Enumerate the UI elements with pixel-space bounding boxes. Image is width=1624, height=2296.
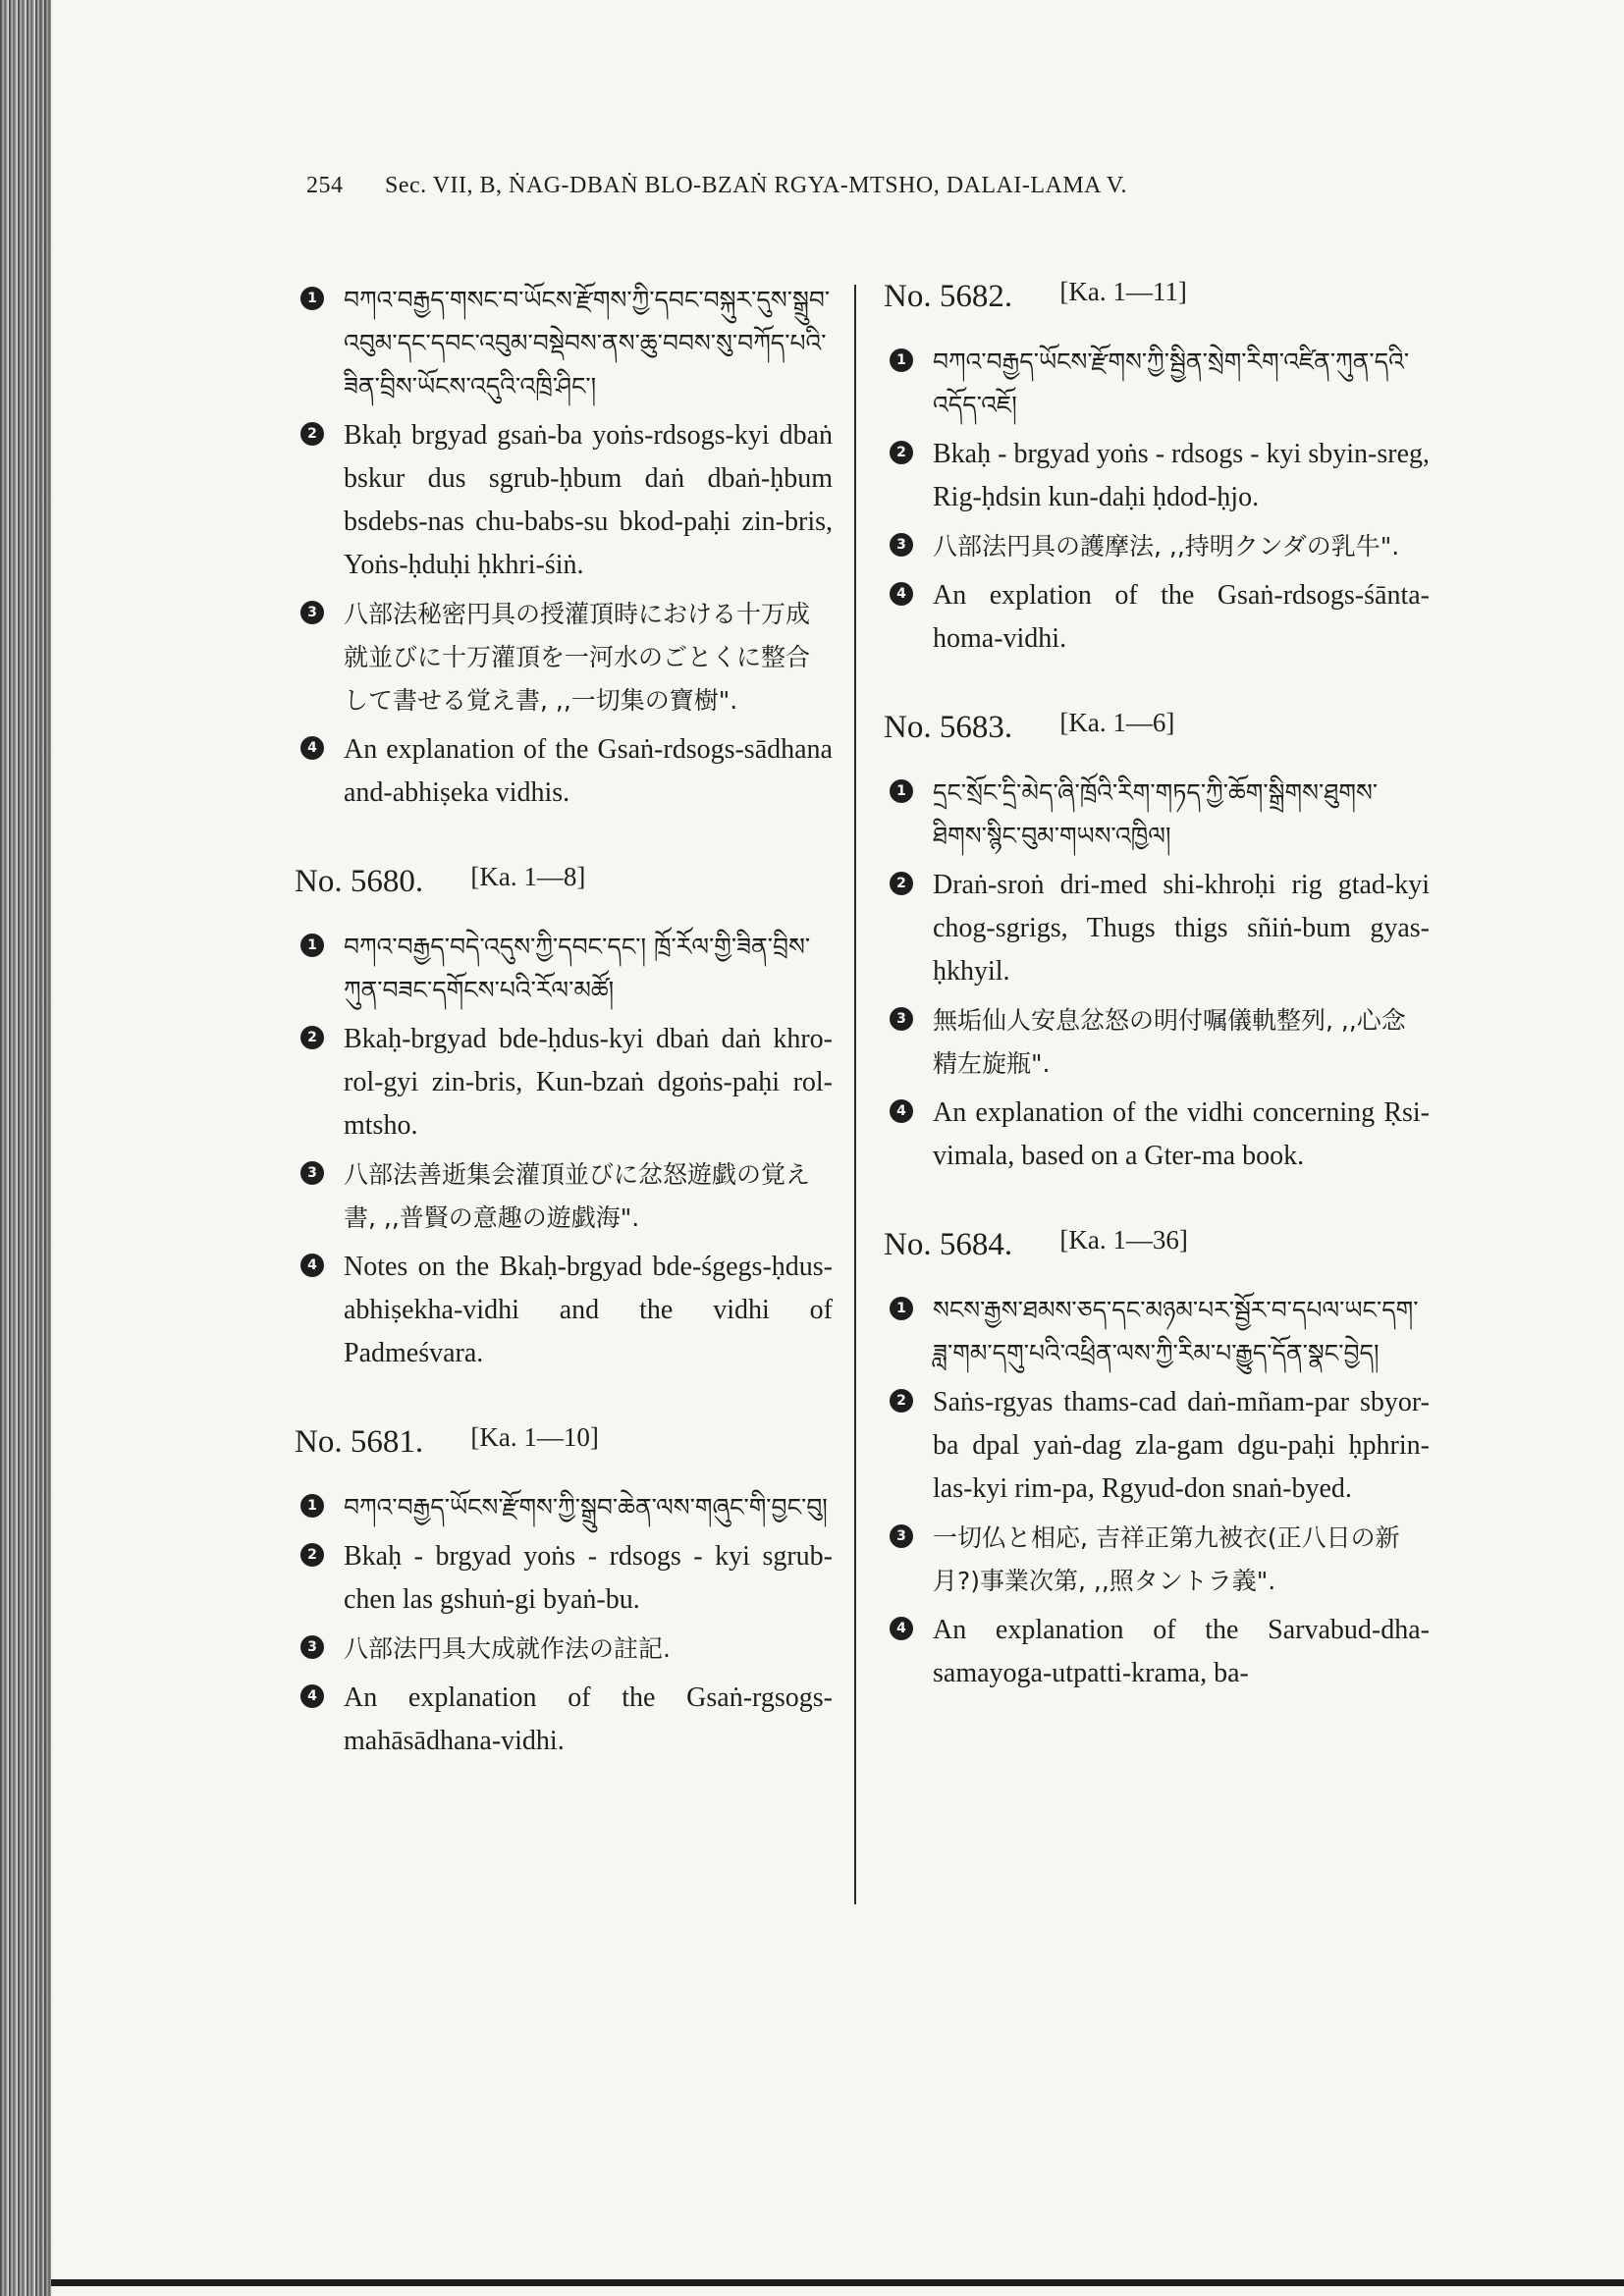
entry-heading — [295, 1424, 833, 1461]
running-head-title: Sec. VII, B, ṄAG-DBAṄ BLO-BZAṄ RGYA-MTSHO, DALAI-LAMA V. — [385, 173, 1127, 198]
marker-3-icon: 3 — [890, 533, 913, 557]
english-description: 4 An explanation of the Sarvabud-dha-samayoga-utpatti-krama, ba- — [884, 1609, 1430, 1695]
marker-1-icon: 1 — [890, 779, 913, 803]
english-description: 4 An explanation of the Gsaṅ-rdsogs-sādhana and-abhiṣeka vidhis. — [295, 728, 833, 815]
marker-3-icon: 3 — [300, 1635, 324, 1659]
marker-1-icon: 1 — [300, 934, 324, 957]
entry-ref: [Ka. 1—36] — [1059, 1225, 1188, 1255]
entry-ref: [Ka. 1—10] — [470, 1422, 599, 1452]
romanized-title: 2 Bkaḥ - brgyad yoṅs - rdsogs - kyi sgrub-chen las gshuṅ-gi byaṅ-bu. — [295, 1535, 833, 1622]
book-binding-edge — [0, 0, 51, 2296]
romanized-title: 2 Draṅ-sroṅ dri-med shi-khroḥi rig gtad-kyi chog-sgrigs, Thugs thigs sñiṅ-bum gyas-ḥkhyil. — [884, 864, 1430, 993]
marker-2-icon: 2 — [300, 1543, 324, 1567]
entry-number: No. 5684. — [884, 1227, 1013, 1262]
english-description: 4 An explanation of the Gsaṅ-rgsogs-mahāsādhana-vidhi. — [295, 1677, 833, 1763]
entry-heading — [295, 864, 833, 900]
romanized-title: 2 Saṅs-rgyas thams-cad daṅ-mñam-par sbyor-ba dpal yaṅ-dag zla-gam dgu-paḥi ḥphrin-las-kyi rim-pa, Rgyud-don snaṅ-byed. — [884, 1381, 1430, 1511]
entry-heading — [884, 279, 1430, 315]
japanese-title: 3 八部法円具の護摩法, ,,持明クンダの乳牛". — [884, 525, 1430, 568]
marker-2-icon: 2 — [890, 441, 913, 464]
marker-4-icon: 4 — [300, 1254, 324, 1277]
english-description: 4 An explation of the Gsaṅ-rdsogs-śānta-homa-vidhi. — [884, 574, 1430, 661]
catalog-entry — [295, 864, 833, 1375]
english-description: 4 Notes on the Bkaḥ-brgyad bde-śgegs-ḥdus-abhiṣekha-vidhi and the vidhi of Padmeśvara. — [295, 1246, 833, 1375]
tibetan-title: 1 བཀའ་བརྒྱད་གསང་བ་ཡོངས་རྫོགས་ཀྱི་དབང་བསྐུར་དུས་སྒྲུབ་འབུམ་དང་དབང་འབུམ་བསྡེབས་ནས་ཆུ་བབས་སུ་བཀོད་པའི་ཟིན་བྲིས་ཡོངས་འདུའི་འཁྲི་ཤིང་། — [295, 279, 833, 408]
marker-1-icon: 1 — [890, 1297, 913, 1320]
tibetan-title: 1 བཀའ་བརྒྱད་ཡོངས་རྫོགས་ཀྱི་སྦྱིན་སྲེག་རིག་འཛིན་ཀུན་དའི་འདོད་འཇོ། — [884, 341, 1430, 427]
entry-number: No. 5682. — [884, 279, 1013, 314]
running-head — [306, 173, 1337, 199]
japanese-title: 3 無垢仙人安息忿怒の明付嘱儀軌整列, ,,心念精左旋瓶". — [884, 999, 1430, 1086]
marker-4-icon: 4 — [300, 1684, 324, 1708]
marker-3-icon: 3 — [890, 1524, 913, 1548]
marker-2-icon: 2 — [890, 872, 913, 895]
entry-heading — [884, 710, 1430, 746]
catalog-entry — [884, 710, 1430, 1178]
entry-number: No. 5681. — [295, 1424, 424, 1460]
catalog-entry — [884, 1227, 1430, 1695]
marker-4-icon: 4 — [890, 582, 913, 606]
catalog-entry — [295, 1424, 833, 1763]
marker-1-icon: 1 — [890, 348, 913, 372]
english-description: 4 An explanation of the vidhi concerning Ṛsi-vimala, based on a Gter-ma book. — [884, 1092, 1430, 1178]
romanized-title: 2 Bkaḥ - brgyad yoṅs - rdsogs - kyi sbyin-sreg, Rig-ḥdsin kun-daḥi ḥdod-ḥjo. — [884, 433, 1430, 519]
marker-4-icon: 4 — [300, 736, 324, 760]
marker-2-icon: 2 — [890, 1389, 913, 1413]
marker-4-icon: 4 — [890, 1617, 913, 1640]
marker-3-icon: 3 — [300, 1161, 324, 1185]
catalog-entry-continued — [295, 279, 833, 815]
marker-1-icon: 1 — [300, 287, 324, 310]
tibetan-title: 1 བཀའ་བརྒྱད་ཡོངས་རྫོགས་ཀྱི་སྒྲུབ་ཆེན་ལས་གཞུང་གི་བྱང་བུ། — [295, 1486, 833, 1529]
marker-2-icon: 2 — [300, 1026, 324, 1049]
page-bottom-edge — [51, 2279, 1624, 2286]
right-column — [884, 279, 1430, 1701]
entry-number: No. 5680. — [295, 864, 424, 899]
marker-1-icon: 1 — [300, 1494, 324, 1518]
romanized-title: 2 Bkaḥ brgyad gsaṅ-ba yoṅs-rdsogs-kyi dbaṅ bskur dus sgrub-ḥbum daṅ dbaṅ-ḥbum bsdebs-nas chu-babs-su bkod-paḥi zin-bris, Yoṅs-ḥduḥi ḥkhri-śiṅ. — [295, 414, 833, 587]
entry-ref: [Ka. 1—11] — [1059, 277, 1187, 306]
tibetan-title: 1 སངས་རྒྱས་ཐམས་ཅད་དང་མཉམ་པར་སྦྱོར་བ་དཔལ་ཡང་དག་ཟླ་གམ་དགུ་པའི་འཕྲིན་ལས་ཀྱི་རིམ་པ་རྒྱུད་དོན་སྣང་བྱེད། — [884, 1289, 1430, 1375]
column-divider — [854, 285, 856, 1904]
entry-ref: [Ka. 1—6] — [1059, 708, 1175, 737]
japanese-title: 3 八部法善逝集会灌頂並びに忿怒遊戯の覚え書, ,,普賢の意趣の遊戯海". — [295, 1153, 833, 1240]
entry-number: No. 5683. — [884, 710, 1013, 745]
japanese-title: 3 八部法円具大成就作法の註記. — [295, 1628, 833, 1671]
marker-2-icon: 2 — [300, 422, 324, 446]
japanese-title: 3 八部法秘密円具の授灌頂時における十万成就並びに十万灌頂を一河水のごとくに整合して書せる覚え書, ,,一切集の寶樹". — [295, 593, 833, 722]
romanized-title: 2 Bkaḥ-brgyad bde-ḥdus-kyi dbaṅ daṅ khro-rol-gyi zin-bris, Kun-bzaṅ dgoṅs-paḥi rol-mtsho. — [295, 1018, 833, 1148]
tibetan-title: 1 དྲང་སྲོང་དྲི་མེད་ཞི་ཁྲོའི་རིག་གཏད་ཀྱི་ཆོག་སྒྲིགས་ཐུགས་ཐིགས་སྙིང་བུམ་གཡས་འཁྱིལ། — [884, 772, 1430, 858]
entry-heading — [884, 1227, 1430, 1263]
marker-3-icon: 3 — [890, 1007, 913, 1031]
japanese-title: 3 一切仏と相応, 吉祥正第九被衣(正八日の新月?)事業次第, ,,照タントラ義". — [884, 1517, 1430, 1603]
entry-ref: [Ka. 1—8] — [470, 862, 586, 891]
marker-3-icon: 3 — [300, 601, 324, 624]
tibetan-title: 1 བཀའ་བརྒྱད་བདེ་འདུས་ཀྱི་དབང་དང་། ཁྲོ་རོལ་གྱི་ཟིན་བྲིས་ཀུན་བཟང་དགོངས་པའི་རོལ་མཚོ། — [295, 926, 833, 1012]
left-column — [295, 279, 833, 1769]
marker-4-icon: 4 — [890, 1099, 913, 1123]
catalog-entry — [884, 279, 1430, 661]
page-number: 254 — [306, 173, 344, 198]
